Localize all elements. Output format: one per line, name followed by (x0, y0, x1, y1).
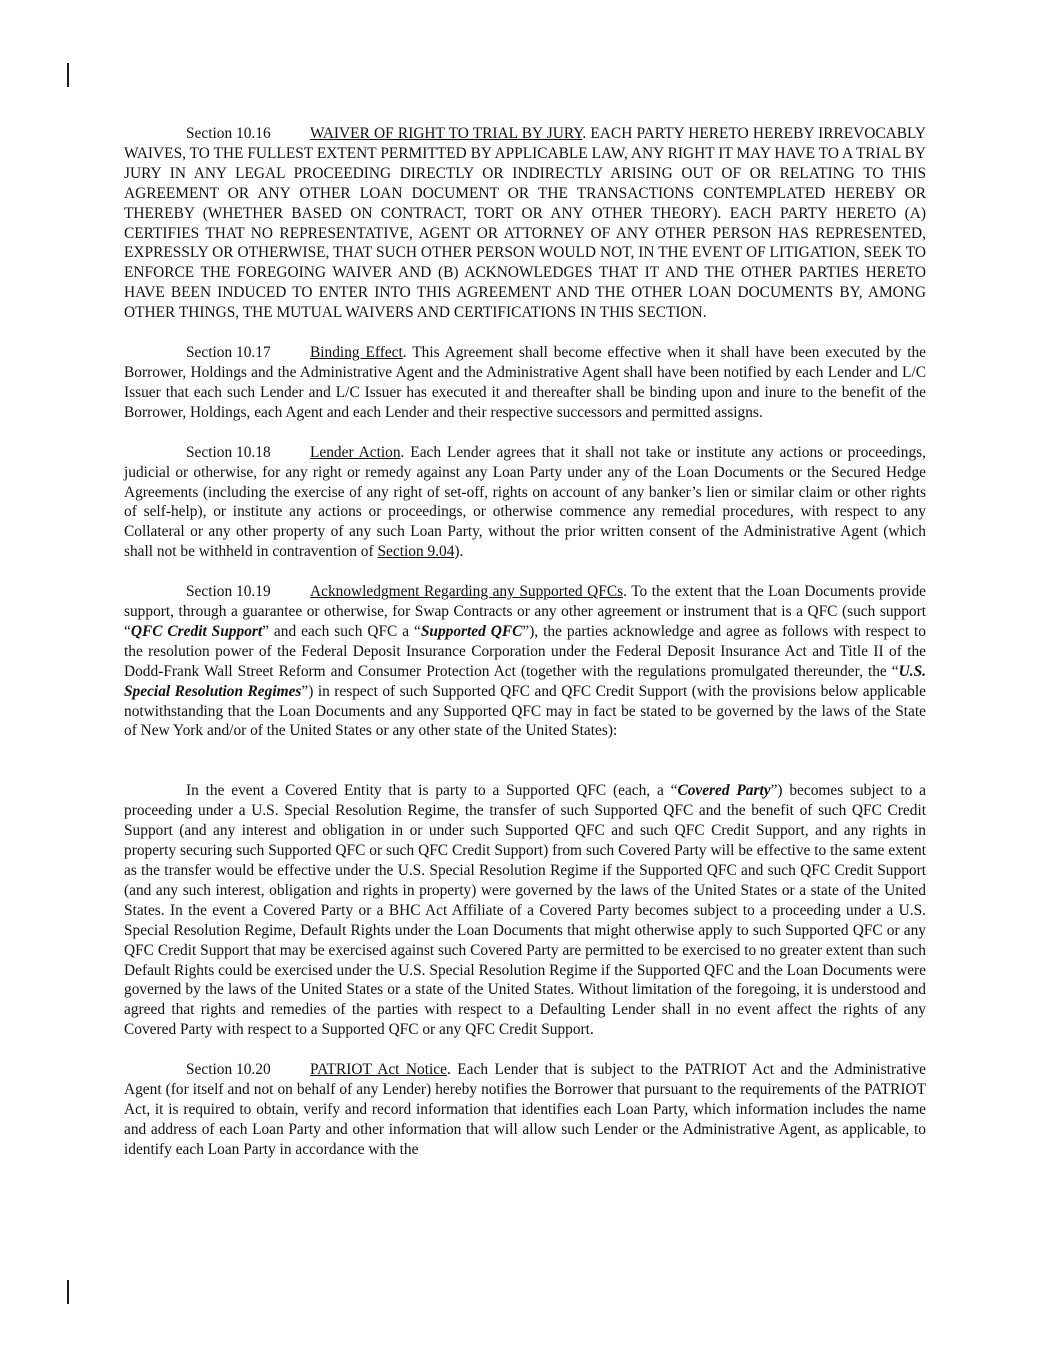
defined-term: QFC Credit Support (130, 622, 263, 640)
defined-term: Supported QFC (420, 622, 523, 640)
margin-revision-bar-top (67, 63, 69, 87)
section-10-17 (124, 343, 926, 423)
section-title: Lender Action (310, 443, 401, 461)
section-10-20 (124, 1060, 926, 1160)
section-label: Section 10.18 (186, 443, 271, 461)
paragraph-text: ”) becomes subject to a proceeding under a U.S. Special Resolution Regime, the transfer of such Supported QFC and the benefit of such QFC Credit Support (and any interest and obligation in or under such Supported QFC and such QFC Credit Support, and any rights in property securing such Supported QFC or such QFC Credit Support) from such Covered Party will be effective to the same extent as the transfer would be effective under the U.S. Special Resolution Regime if the Supported QFC and such QFC Credit Support (and any such interest, obligation and rights in property) were governed by the laws of the United States or a state of the United States. In the event a Covered Party or a BHC Act Affiliate of a Covered Party becomes subject to a proceeding under a U.S. Special Resolution Regime, Default Rights under the Loan Documents that might otherwise apply to such Supported QFC or any QFC Credit Support that may be exercised against such Covered Party are permitted to be exercised to no greater extent than such Default Rights could be exercised under the U.S. Special Resolution Regime if the Supported QFC and the Loan Documents were governed by the laws of the United States or a state of the United States. Without limitation of the foregoing, it is understood and agreed that rights and remedies of the parties with respect to a Defaulting Lender shall in no event affect the rights of any Covered Party with respect to a Supported QFC or any QFC Credit Support. (124, 782, 926, 1039)
covered-party-paragraph (124, 781, 926, 1040)
defined-term: Covered Party (677, 782, 771, 800)
section-text: ”) in respect of such Supported QFC and QFC Credit Support (with the provisions below applicable notwithstanding that the Loan Documents and any Supported QFC may in fact be stated to be governed by the laws of the State of New York and/or of the United States or any other state of the United States): (124, 682, 926, 740)
section-text: . Each Lender that is subject to the PATRIOT Act and the Administrative Agent (for itself and not on behalf of any Lender) hereby notifies the Borrower that pursuant to the requirements of the PATRIOT Act, it is required to obtain, verify and record information that identifies each Loan Party, which information includes the name and address of each Loan Party and other information that will allow such Lender or the Administrative Agent, as applicable, to identify each Loan Party in accordance with the (124, 1061, 926, 1158)
section-10-19 (124, 582, 926, 741)
section-label: Section 10.17 (186, 344, 271, 362)
section-title: PATRIOT Act Notice (310, 1061, 447, 1079)
section-label: Section 10.19 (186, 583, 271, 601)
section-title: Acknowledgment Regarding any Supported QFCs (310, 583, 624, 601)
section-text: . This Agreement shall become effective when it shall have been executed by the Borrower, Holdings and the Administrative Agent and the Administrative Agent shall have been notified by each Lender and L/C Issuer that each such Lender and L/C Issuer has executed it and thereafter shall be binding upon and inure to the benefit of the Borrower, Holdings, each Agent and each Lender and their respective successors and permitted assigns. (124, 344, 926, 421)
section-text: ”), the parties acknowledge and agree as follows with respect to the resolution power of the Federal Deposit Insurance Corporation under the Federal Deposit Insurance Act and Title II of the Dodd-Frank Wall Street Reform and Consumer Protection Act (together with the regulations promulgated thereunder, the “ (124, 622, 926, 680)
section-text: . Each Lender agrees that it shall not take or institute any actions or proceedings, judicial or otherwise, for any right or remedy against any Loan Party under any of the Loan Documents or the Secured Hedge Agreements (including the exercise of any right of set-off, rights on account of any banker’s lien or similar claim or other rights of self-help), or institute any actions or proceedings, or otherwise commence any remedial procedures, with respect to any Collateral or any other property of any such Loan Party, without the prior written consent of the Administrative Agent (which shall not be withheld in contravention of (124, 443, 926, 561)
section-label: Section 10.20 (186, 1061, 271, 1079)
document-body (124, 124, 926, 1180)
section-title: WAIVER OF RIGHT TO TRIAL BY JURY (310, 125, 583, 142)
section-10-16 (124, 124, 926, 323)
section-text: ” and each such QFC a “ (262, 622, 421, 640)
paragraph-text: In the event a Covered Entity that is party to a Supported QFC (each, a “ (186, 782, 678, 800)
section-text: . EACH PARTY HERETO HEREBY IRREVOCABLY WAIVES, TO THE FULLEST EXTENT PERMITTED BY APPLICABLE LAW, ANY RIGHT IT MAY HAVE TO A TRIAL BY JURY IN ANY LEGAL PROCEEDING DIRECTLY OR INDIRECTLY ARISING OUT OF OR RELATING TO THIS AGREEMENT OR ANY OTHER LOAN DOCUMENT OR THE TRANSACTIONS CONTEMPLATED HEREBY OR THEREBY (WHETHER BASED ON CONTRACT, TORT OR ANY OTHER THEORY). EACH PARTY HERETO (A) CERTIFIES THAT NO REPRESENTATIVE, AGENT OR ATTORNEY OF ANY OTHER PERSON HAS REPRESENTED, EXPRESSLY OR OTHERWISE, THAT SUCH OTHER PERSON WOULD NOT, IN THE EVENT OF LITIGATION, SEEK TO ENFORCE THE FOREGOING WAIVER AND (B) ACKNOWLEDGES THAT IT AND THE OTHER PARTIES HERETO HAVE BEEN INDUCED TO ENTER INTO THIS AGREEMENT AND THE OTHER LOAN DOCUMENTS BY, AMONG OTHER THINGS, THE MUTUAL WAIVERS AND CERTIFICATIONS IN THIS SECTION. (124, 125, 926, 322)
margin-revision-bar-bottom (67, 1280, 69, 1304)
section-text-end: ). (454, 543, 464, 561)
section-title: Binding Effect (310, 344, 403, 362)
section-text: . To the extent that the Loan Documents provide support, through a guarantee or otherwise, for Swap Contracts or any other agreement or instrument that is a QFC (such support “ (124, 583, 926, 640)
defined-term: U.S. Special Resolution Regimes (124, 662, 926, 700)
section-10-18 (124, 443, 926, 562)
cross-reference: Section 9.04 (377, 543, 455, 561)
section-label: Section 10.16 (186, 125, 271, 142)
